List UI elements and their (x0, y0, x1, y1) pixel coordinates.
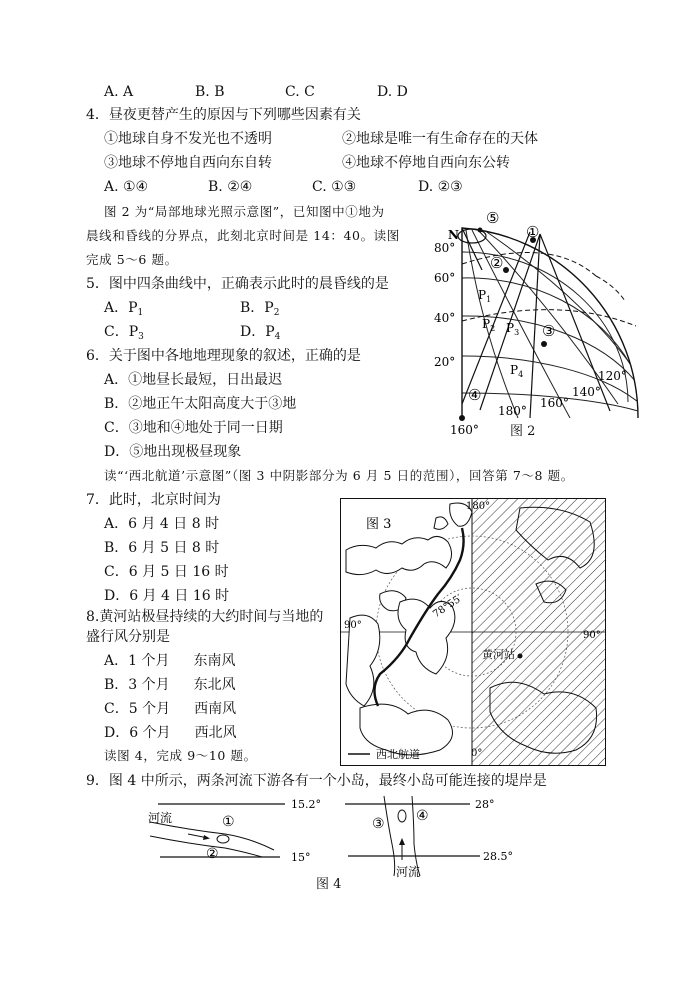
q6-option-d: D．⑤地出现极昼现象 (104, 444, 242, 460)
q4-item-1: ①地球自身不发光也不透明 (104, 131, 272, 147)
fig3-lat-label: 78°55′ (431, 592, 465, 621)
q7-stem: 7．此时，北京时间为 (86, 492, 221, 508)
fig4-left-river: 河流 (148, 811, 173, 825)
q3-option-d: D. D (377, 84, 408, 100)
q7-option-b: B．6 月 5 日 8 时 (104, 540, 220, 556)
figure-3 (340, 498, 606, 766)
fig2-p3-label: $P_3$ (506, 321, 520, 337)
fig2-point-2: ② (490, 254, 504, 272)
q5-option-c: C．$P_3$ (104, 324, 144, 342)
fig3-caption: 图 3 (366, 517, 392, 532)
fig3-lon-right: 90° (583, 630, 601, 641)
fig2-caption: 图 2 (510, 424, 536, 439)
q4-item-2: ②地球是唯一有生命存在的天体 (342, 131, 538, 147)
fig4-left-point-1: ① (222, 814, 235, 830)
fig2-intro-line3: 完成 5～6 题。 (86, 252, 178, 267)
fig2-lat-40: 40° (434, 311, 456, 325)
fig4-left-lat-top: 15.2° (291, 798, 321, 811)
fig3-intro: 读“‘西北航道’示意图”（图 3 中阴影部分为 6 月 5 日的范围），回答第 7～8 题。 (104, 468, 574, 483)
fig3-legend: 西北航道 (376, 748, 420, 761)
fig2-intro-line1: 图 2 为“局部地球光照示意图”，已知图中①地为 (104, 204, 385, 219)
fig2-intro-line2: 晨线和昏线的分界点，此刻北京时间是 14：40。读图 (86, 228, 400, 243)
fig4-left-point-2: ② (206, 846, 219, 862)
fig2-point-5: ⑤ (486, 209, 500, 227)
fig4-caption: 图 4 (316, 877, 342, 892)
q5-option-a: A．$P_1$ (104, 300, 144, 318)
fig2-lat-20: 20° (434, 355, 456, 369)
q4-option-d: D. ②③ (418, 179, 463, 195)
fig2-p1-label: $P_1$ (478, 288, 492, 304)
fig2-p4-label: $P_4$ (510, 363, 524, 379)
fig4-right-island (398, 810, 406, 822)
fig4-intro: 读图 4，完成 9～10 题。 (104, 748, 257, 763)
q4-option-b: B. ②④ (208, 179, 253, 195)
q8-option-b: B．3 个月 东北风 (104, 677, 236, 693)
fig2-north: N (448, 228, 459, 242)
fig3-lon-top: 180° (466, 501, 491, 512)
q7-option-a: A．6 月 4 日 8 时 (104, 516, 220, 532)
q8-option-d: D．6 个月 西北风 (104, 725, 237, 741)
fig2-lon-120: 120° (598, 369, 627, 383)
q6-stem: 6．关于图中各地地理现象的叙述，正确的是 (86, 348, 361, 364)
q3-option-b: B. B (195, 84, 225, 100)
q8-stem-line1: 8.黄河站极昼持续的大约时间与当地的 (86, 609, 324, 625)
fig3-lon-bottom: 0° (471, 748, 483, 759)
q4-stem: 4．昼夜更替产生的原因与下列哪些因素有关 (86, 107, 361, 123)
q4-option-a: A. ①④ (104, 179, 149, 195)
q5-option-b: B．$P_2$ (240, 300, 280, 318)
q9-stem: 9．图 4 中所示，两条河流下游各有一个小岛，最终小岛可能连接的堤岸是 (86, 773, 547, 789)
fig4-left-island (217, 835, 229, 843)
fig3-lon-left: 90° (344, 620, 362, 631)
fig2-p2-label: $P_2$ (482, 317, 496, 333)
q7-option-d: D．6 月 4 日 16 时 (104, 588, 230, 604)
figure-2 (420, 206, 640, 442)
q6-option-c: C．③地和④地处于同一日期 (104, 420, 283, 436)
q4-item-3: ③地球不停地自西向东自转 (104, 155, 272, 171)
fig2-point-1: ① (526, 223, 540, 241)
q8-option-a: A．1 个月 东南风 (104, 653, 236, 669)
q8-option-c: C．5 个月 西南风 (104, 701, 237, 717)
q5-stem: 5．图中四条曲线中，正确表示此时的晨昏线的是 (86, 276, 389, 292)
q8-stem-line2: 盛行风分别是 (86, 629, 170, 645)
fig4-right-lat-top: 28° (475, 798, 495, 811)
fig4-right-point-3: ③ (372, 816, 385, 832)
fig2-lon-180: 180° (498, 404, 527, 418)
q5-option-d: D．$P_4$ (240, 324, 281, 342)
q6-option-a: A．①地昼长最短，日出最迟 (104, 372, 283, 388)
q4-item-4: ④地球不停地自西向东公转 (342, 155, 510, 171)
q4-option-c: C. ①③ (312, 179, 357, 195)
fig2-point-4: ④ (468, 386, 482, 404)
fig3-station-dot (518, 654, 523, 659)
fig4-right-river: 河流 (396, 865, 421, 879)
fig2-lon-160w: 160° (450, 423, 479, 437)
fig3-station-label: 黄河站 (482, 648, 515, 661)
q6-option-b: B．②地正午太阳高度大于③地 (104, 396, 297, 412)
figure-4 (130, 794, 530, 880)
fig2-lon-160e: 160° (540, 396, 569, 410)
fig4-right-lat-bottom: 28.5° (483, 850, 513, 863)
fig2-lon-140: 140° (572, 385, 601, 399)
fig2-lat-80: 80° (434, 241, 456, 255)
curve-p3 (530, 234, 540, 418)
fig4-left-lat-bottom: 15° (291, 851, 311, 864)
fig2-lat-60: 60° (434, 271, 456, 285)
q3-option-c: C. C (285, 84, 315, 100)
fig4-right-point-4: ④ (416, 808, 429, 824)
fig2-point-3: ③ (542, 322, 556, 340)
q3-option-a: A. A (104, 84, 134, 100)
q7-option-c: C．6 月 5 日 16 时 (104, 564, 229, 580)
